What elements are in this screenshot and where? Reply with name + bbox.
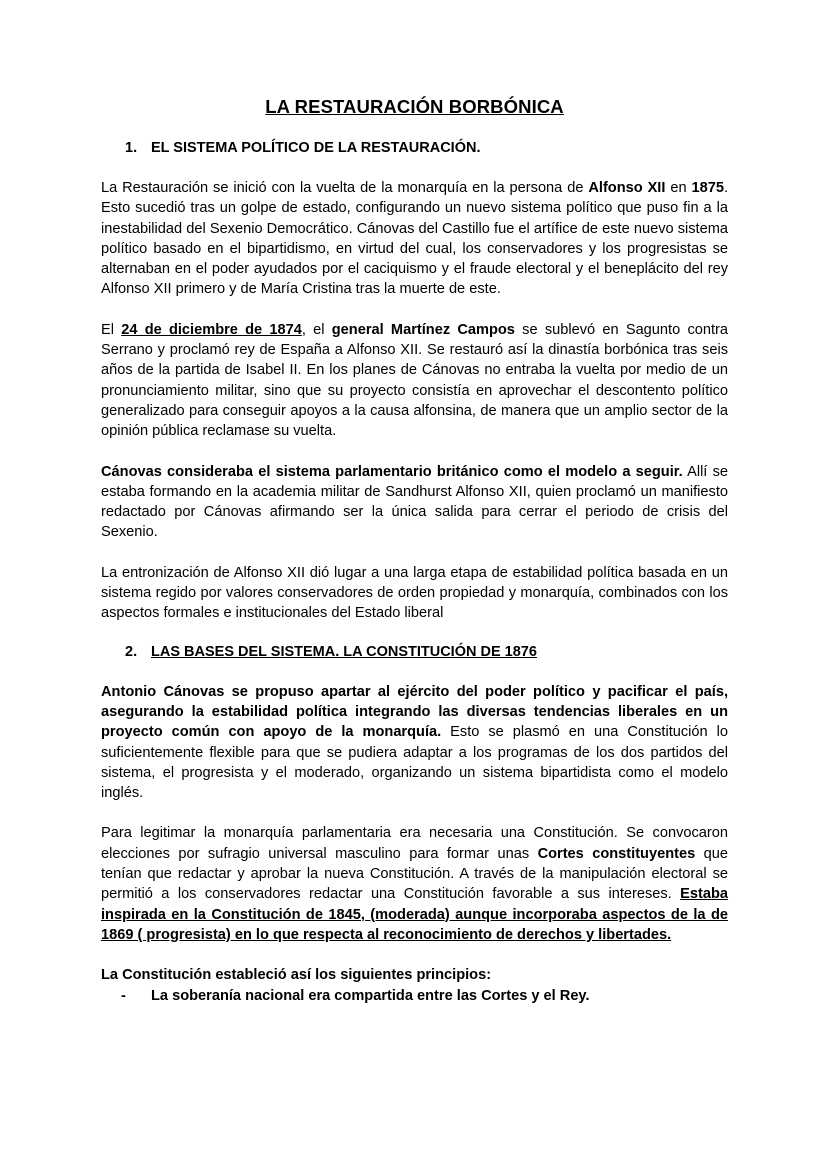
list-dash: - bbox=[121, 987, 126, 1004]
bold-run: general Martínez Campos bbox=[331, 321, 515, 338]
section-1-title: EL SISTEMA POLÍTICO DE LA RESTAURACIÓN. bbox=[151, 140, 481, 156]
bold-run: Antonio Cánovas se propuso apartar al ejército del poder político y pacificar el país, asegurando la estabilidad política integrando las diversas tendencias liberales en un proyecto común con apoyo de la monarquía. bbox=[101, 683, 728, 741]
bold-run: Alfonso XII bbox=[588, 180, 666, 196]
text-run: Para legitimar la monarquía parlamentaria era necesaria una Constitución. Se convocaron elecciones por sufragio universal masculino para formar unas bbox=[101, 825, 728, 862]
text-run: Esto se plasmó en una Constitución lo suficientemente flexible para que se pudiera adaptar a los programas de los dos partidos del sistema, el progresista y el moderado, organizando un sistema bipartidista como el modelo inglés. bbox=[101, 724, 728, 802]
principles-list bbox=[101, 986, 728, 1006]
underlined-bold-run: Estaba inspirada en la Constitución de 1845, (moderada) aunque incorporaba aspectos de la de 1869 ( progresista) en lo que respecta al reconocimiento de derechos y libertades. bbox=[101, 886, 728, 943]
underlined-date: 24 de diciembre de 1874 bbox=[121, 321, 302, 338]
document-title: LA RESTAURACIÓN BORBÓNICA bbox=[265, 96, 564, 117]
section-1-number: 1. bbox=[125, 140, 138, 156]
section-2-number: 2. bbox=[125, 643, 138, 660]
section-1-paragraph-2 bbox=[101, 320, 728, 442]
section-2-heading bbox=[101, 644, 728, 660]
section-1-paragraph-1 bbox=[101, 178, 728, 300]
section-1-paragraph-3 bbox=[101, 462, 728, 543]
section-1-heading bbox=[101, 140, 728, 156]
text-run: El bbox=[101, 321, 122, 338]
text-run: que tenían que redactar y aprobar la nueva Constitución. A través de la manipulación electoral se permitió a los conservadores redactar una Constitución favorable a sus intereses. bbox=[101, 845, 729, 903]
section-2-title: LAS BASES DEL SISTEMA. LA CONSTITUCIÓN DE 1876 bbox=[151, 643, 537, 660]
text-run: se sublevó en Sagunto contra Serrano y proclamó rey de España a Alfonso XII. Se restauró así la dinastía borbónica tras seis años de la partida de Isabel II. En los planes de Cánovas no entraba la vuelta por medio de un pronunciamiento militar, sino que su proyecto consistía en aprovechar el descontento político generalizado para conseguir apoyos a la causa alfonsina, de manera que un amplio sector de la opinión pública reclamase su vuelta. bbox=[101, 321, 729, 440]
list-item-text: La soberanía nacional era compartida entre las Cortes y el Rey. bbox=[151, 987, 590, 1004]
bold-run: Cortes constituyentes bbox=[537, 845, 696, 862]
section-1-paragraph-4: La entronización de Alfonso XII dió lugar a una larga etapa de estabilidad política basada en un sistema regido por valores conservadores de orden propiedad y monarquía, combinados con los aspectos formales e institucionales del Estado liberal bbox=[101, 564, 728, 622]
text-run: . Esto sucedió tras un golpe de estado, configurando un nuevo sistema político que puso fin a la inestabilidad del Sexenio Democrático. Cánovas del Castillo fue el artífice de este nuevo sistema político basado en el bipartidismo, en virtud del cual, los conservadores y los progresistas se alternaban en el poder ayudados por el caciquismo y el fraude electoral y el beneplácito del rey Alfonso XII primero y de María Cristina tras la muerte de este. bbox=[101, 180, 728, 298]
section-2-paragraph-2 bbox=[101, 823, 728, 945]
section-2-paragraph-1 bbox=[101, 682, 728, 804]
text-run: Allí se estaba formando en la academia militar de Sandhurst Alfonso XII, quien proclamó un manifiesto redactado por Cánovas afirmando ser la única salida para cerrar el periodo de crisis del Sexenio. bbox=[101, 463, 728, 541]
bold-run: Cánovas consideraba el sistema parlamentario británico como el modelo a seguir. bbox=[101, 463, 683, 480]
bold-run: 1875 bbox=[691, 180, 724, 196]
text-run: La Restauración se inició con la vuelta de la monarquía en la persona de bbox=[101, 180, 589, 196]
document-page bbox=[101, 96, 728, 1006]
text-run: , el bbox=[301, 321, 332, 338]
principles-list-title: La Constitución estableció así los siguientes principios: bbox=[101, 967, 492, 984]
list-item bbox=[121, 986, 728, 1006]
text-run: en bbox=[665, 180, 692, 196]
